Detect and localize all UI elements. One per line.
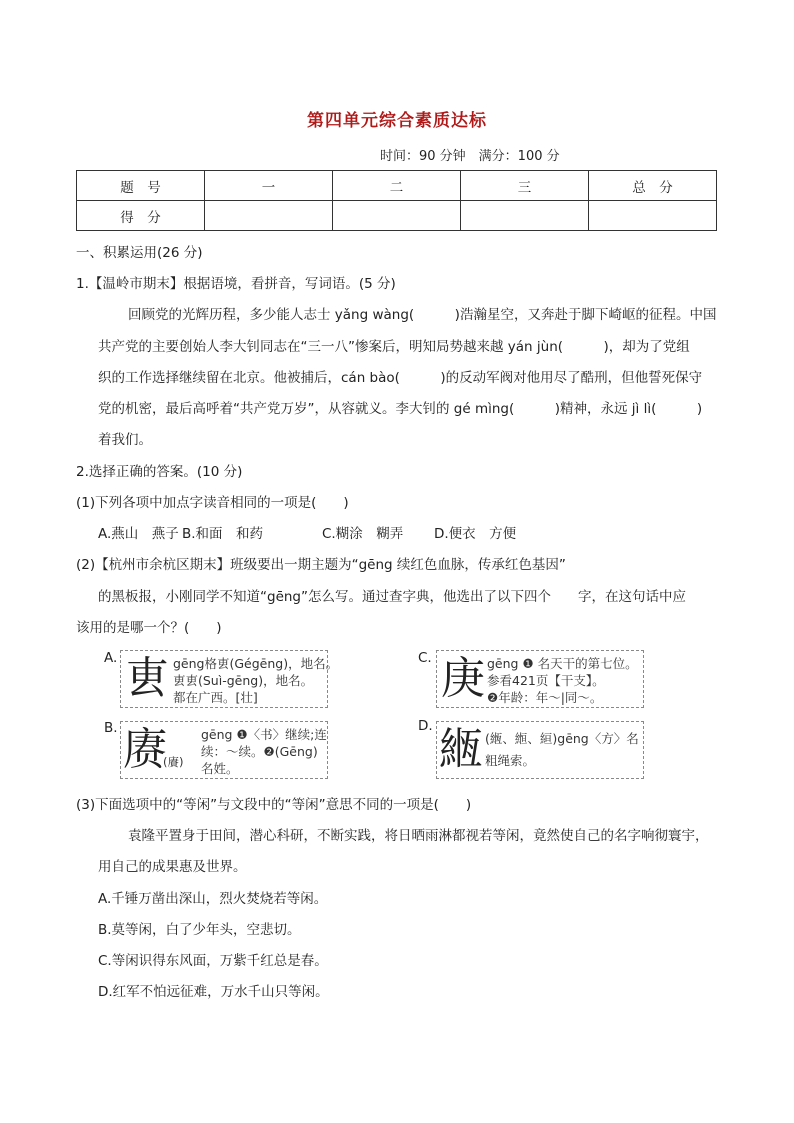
dictionary-entry-line: 粗绳索。 [485,753,536,768]
dictionary-entry-line: 参看421页【干支】。 [487,673,605,688]
dictionary-entry-line: (緪、縆、絙)gēng〈方〉名 [485,731,639,746]
q2-heading: 2.选择正确的答案。(10 分) [76,464,243,480]
q2-3-option-c[interactable]: C.等闲识得东风面，万紫千红总是春。 [98,953,328,969]
q2-3-option-b[interactable]: B.莫等闲，白了少年头，空悲切。 [98,922,301,938]
header-cell-question-number: 题 号 [77,171,205,201]
dictionary-entry-line: 名姓。 [201,761,239,776]
q1-passage-line: 党的机密，最后高呼着“共产党万岁”，从容就义。李大钊的 gé mìng( )精神，永远 jì lì( ) [98,401,703,417]
time-info: 时间：90 分钟 满分：100 分 [380,149,560,164]
q2-1-question: (1)下列各项中加点字读音相同的一项是( ) [76,495,349,511]
q2-3-option-d[interactable]: D.红军不怕远征难，万水千山只等闲。 [98,984,329,1000]
dictionary-card-a[interactable] [120,650,339,708]
score-row-label: 得 分 [77,201,205,231]
q2-2-option-a-letter[interactable]: A. [104,650,118,666]
q2-1-option-c[interactable]: C.糊涂 糊弄 [322,526,404,542]
header-cell-total: 总 分 [589,171,717,201]
score-cell-part-2[interactable] [333,201,461,231]
q2-1-option-a[interactable]: A.燕山 燕子 [98,526,179,542]
dictionary-character: 叀 [125,653,169,704]
header-cell-part-2: 二 [333,171,461,201]
q1-heading: 1.【温岭市期末】根据语境，看拼音，写词语。(5 分) [76,276,396,292]
q1-passage-line: 共产党的主要创始人李大钊同志在“三一八”惨案后，明知局势越来越 yán jùn( )，却为了党组 [98,339,690,355]
q2-3-question: (3)下面选项中的“等闲”与文段中的“等闲”意思不同的一项是( ) [76,797,472,813]
q1-passage-line: 织的工作选择继续留在北京。他被捕后，cán bào( )的反动军阀对他用尽了酷刑，但他誓死保守 [98,370,703,386]
dictionary-character: 赓 [123,724,167,775]
q2-2-option-b-letter[interactable]: B. [104,720,118,736]
q1-passage-line: 着我们。 [98,432,152,448]
score-cell-part-3[interactable] [461,201,589,231]
q2-3-option-a[interactable]: A.千锤万凿出深山，烈火焚烧若等闲。 [98,891,328,907]
dictionary-entry-line: ❷年龄：年～|同～。 [487,690,603,705]
dictionary-entry-line: gēng ❶ 名天干的第七位。 [487,656,638,671]
dictionary-character: 緪 [439,724,483,775]
score-table [76,170,717,231]
dictionary-entry-line: 续：～续。❷(Gēng) [201,744,318,759]
dictionary-character-traditional: (賡) [163,755,184,769]
score-cell-total[interactable] [589,201,717,231]
q2-3-passage-line: 袁隆平置身于田间，潜心科研，不断实践，将日晒雨淋都视若等闲，竟然使自己的名字响彻寰宇， [128,828,709,844]
q1-passage-line: 回顾党的光辉历程，多少能人志士 yǎng wàng( )浩瀚星空，又奔赴于脚下崎岖的征程。中国 [128,307,717,323]
q2-1-option-b[interactable]: B.和面 和药 [182,526,264,542]
score-table-header-row [77,171,717,201]
score-table-score-row [77,201,717,231]
q2-1-option-d[interactable]: D.便衣 方便 [434,526,517,542]
q2-2-option-d-letter[interactable]: D. [418,718,433,734]
dictionary-entry-line: 叀叀(Suì-gēng)，地名。 [173,673,314,688]
header-cell-part-1: 一 [205,171,333,201]
q2-3-passage-line: 用自己的成果惠及世界。 [98,859,247,875]
score-cell-part-1[interactable] [205,201,333,231]
q2-2-option-c-letter[interactable]: C. [418,650,432,666]
section-heading: 一、积累运用(26 分) [76,245,203,261]
dictionary-character: 庚 [441,653,485,704]
dictionary-card-b[interactable] [120,721,328,779]
dictionary-entry-line: gēng格叀(Gégēng)，地名。 [173,656,339,671]
page-title: 第四单元综合素质达标 [307,111,487,131]
dictionary-card-c[interactable] [436,650,644,708]
dictionary-card-d[interactable] [436,721,644,779]
dictionary-entry-line: 都在广西。[壮] [173,690,258,705]
dictionary-entry-line: gēng ❶〈书〉继续;连 [201,727,327,742]
q2-2-question-line: 的黑板报，小刚同学不知道“gēng”怎么写。通过查字典，他选出了以下四个 字，在这句话中应 [98,589,686,605]
header-cell-part-3: 三 [461,171,589,201]
q2-2-question-line: 该用的是哪一个？( ) [76,620,222,636]
q2-2-question-line: (2)【杭州市余杭区期末】班级要出一期主题为“gēng 续红色血脉，传承红色基因” [76,557,566,573]
